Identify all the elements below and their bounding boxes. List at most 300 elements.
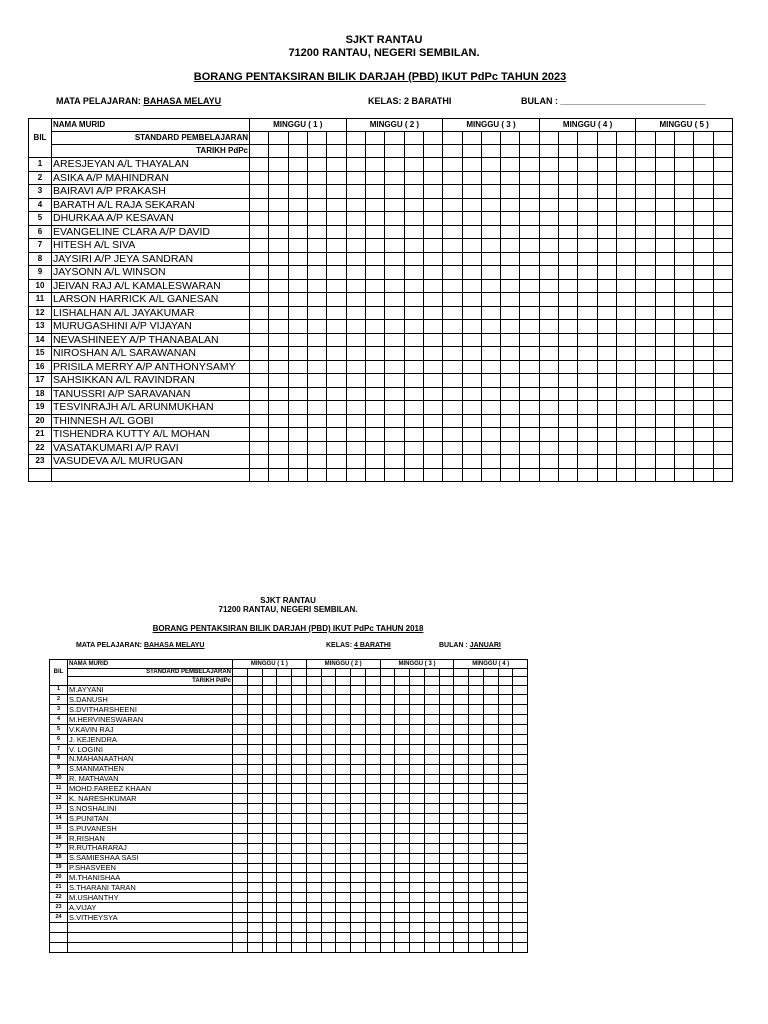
assessment-cell[interactable] xyxy=(307,212,326,226)
assessment-cell[interactable] xyxy=(520,360,539,374)
assessment-cell[interactable] xyxy=(617,185,636,199)
assessment-cell[interactable] xyxy=(462,441,481,455)
assessment-cell[interactable] xyxy=(424,715,439,725)
assessment-cell[interactable] xyxy=(288,374,307,388)
assessment-cell[interactable] xyxy=(513,912,528,922)
assessment-cell[interactable] xyxy=(410,764,425,774)
assessment-cell[interactable] xyxy=(520,401,539,415)
assessment-cell[interactable] xyxy=(675,320,694,334)
assessment-cell[interactable] xyxy=(498,833,513,843)
assessment-cell[interactable] xyxy=(481,158,500,172)
date-cell[interactable] xyxy=(306,677,321,686)
assessment-cell[interactable] xyxy=(655,468,674,482)
assessment-cell[interactable] xyxy=(292,893,307,903)
assessment-cell[interactable] xyxy=(262,744,277,754)
assessment-cell[interactable] xyxy=(655,239,674,253)
assessment-cell[interactable] xyxy=(269,158,288,172)
assessment-cell[interactable] xyxy=(423,441,442,455)
assessment-cell[interactable] xyxy=(380,715,395,725)
assessment-cell[interactable] xyxy=(498,893,513,903)
assessment-cell[interactable] xyxy=(539,158,558,172)
assessment-cell[interactable] xyxy=(483,705,498,715)
date-cell[interactable] xyxy=(675,145,694,158)
assessment-cell[interactable] xyxy=(327,171,346,185)
assessment-cell[interactable] xyxy=(513,784,528,794)
date-cell[interactable] xyxy=(559,132,578,145)
assessment-cell[interactable] xyxy=(395,863,410,873)
assessment-cell[interactable] xyxy=(539,387,558,401)
assessment-cell[interactable] xyxy=(307,468,326,482)
assessment-cell[interactable] xyxy=(454,715,469,725)
date-cell[interactable] xyxy=(262,677,277,686)
assessment-cell[interactable] xyxy=(365,212,384,226)
assessment-cell[interactable] xyxy=(288,387,307,401)
assessment-cell[interactable] xyxy=(269,387,288,401)
assessment-cell[interactable] xyxy=(694,293,713,307)
assessment-cell[interactable] xyxy=(250,414,269,428)
assessment-cell[interactable] xyxy=(520,455,539,469)
assessment-cell[interactable] xyxy=(559,347,578,361)
assessment-cell[interactable] xyxy=(351,695,366,705)
assessment-cell[interactable] xyxy=(423,239,442,253)
assessment-cell[interactable] xyxy=(247,804,262,814)
assessment-cell[interactable] xyxy=(380,823,395,833)
assessment-cell[interactable] xyxy=(578,212,597,226)
assessment-cell[interactable] xyxy=(559,252,578,266)
assessment-cell[interactable] xyxy=(675,468,694,482)
assessment-cell[interactable] xyxy=(483,784,498,794)
assessment-cell[interactable] xyxy=(539,266,558,280)
assessment-cell[interactable] xyxy=(617,428,636,442)
assessment-cell[interactable] xyxy=(327,158,346,172)
date-cell[interactable] xyxy=(423,132,442,145)
assessment-cell[interactable] xyxy=(675,252,694,266)
assessment-cell[interactable] xyxy=(655,441,674,455)
assessment-cell[interactable] xyxy=(250,428,269,442)
assessment-cell[interactable] xyxy=(578,185,597,199)
assessment-cell[interactable] xyxy=(288,441,307,455)
date-cell[interactable] xyxy=(713,132,732,145)
assessment-cell[interactable] xyxy=(520,306,539,320)
assessment-cell[interactable] xyxy=(424,863,439,873)
assessment-cell[interactable] xyxy=(713,252,732,266)
assessment-cell[interactable] xyxy=(321,734,336,744)
date-cell[interactable] xyxy=(597,145,616,158)
assessment-cell[interactable] xyxy=(336,725,351,735)
assessment-cell[interactable] xyxy=(655,428,674,442)
assessment-cell[interactable] xyxy=(559,333,578,347)
assessment-cell[interactable] xyxy=(365,764,380,774)
assessment-cell[interactable] xyxy=(578,293,597,307)
assessment-cell[interactable] xyxy=(365,863,380,873)
date-cell[interactable] xyxy=(336,668,351,677)
assessment-cell[interactable] xyxy=(481,185,500,199)
assessment-cell[interactable] xyxy=(292,764,307,774)
assessment-cell[interactable] xyxy=(277,764,292,774)
assessment-cell[interactable] xyxy=(306,685,321,695)
assessment-cell[interactable] xyxy=(262,853,277,863)
assessment-cell[interactable] xyxy=(655,185,674,199)
assessment-cell[interactable] xyxy=(469,922,484,932)
assessment-cell[interactable] xyxy=(380,744,395,754)
assessment-cell[interactable] xyxy=(380,912,395,922)
assessment-cell[interactable] xyxy=(380,853,395,863)
assessment-cell[interactable] xyxy=(306,715,321,725)
assessment-cell[interactable] xyxy=(501,320,520,334)
assessment-cell[interactable] xyxy=(520,414,539,428)
assessment-cell[interactable] xyxy=(327,198,346,212)
assessment-cell[interactable] xyxy=(713,360,732,374)
assessment-cell[interactable] xyxy=(327,306,346,320)
assessment-cell[interactable] xyxy=(365,401,384,415)
assessment-cell[interactable] xyxy=(694,414,713,428)
assessment-cell[interactable] xyxy=(694,225,713,239)
assessment-cell[interactable] xyxy=(655,225,674,239)
assessment-cell[interactable] xyxy=(307,171,326,185)
assessment-cell[interactable] xyxy=(307,441,326,455)
assessment-cell[interactable] xyxy=(481,360,500,374)
assessment-cell[interactable] xyxy=(380,814,395,824)
assessment-cell[interactable] xyxy=(336,764,351,774)
assessment-cell[interactable] xyxy=(262,883,277,893)
date-cell[interactable] xyxy=(559,145,578,158)
assessment-cell[interactable] xyxy=(617,401,636,415)
assessment-cell[interactable] xyxy=(423,212,442,226)
assessment-cell[interactable] xyxy=(365,705,380,715)
assessment-cell[interactable] xyxy=(307,374,326,388)
assessment-cell[interactable] xyxy=(501,387,520,401)
assessment-cell[interactable] xyxy=(578,468,597,482)
assessment-cell[interactable] xyxy=(380,804,395,814)
assessment-cell[interactable] xyxy=(578,401,597,415)
assessment-cell[interactable] xyxy=(462,414,481,428)
assessment-cell[interactable] xyxy=(327,212,346,226)
date-cell[interactable] xyxy=(501,145,520,158)
assessment-cell[interactable] xyxy=(424,893,439,903)
assessment-cell[interactable] xyxy=(321,893,336,903)
assessment-cell[interactable] xyxy=(365,333,384,347)
assessment-cell[interactable] xyxy=(247,744,262,754)
assessment-cell[interactable] xyxy=(713,293,732,307)
assessment-cell[interactable] xyxy=(443,347,462,361)
assessment-cell[interactable] xyxy=(346,266,365,280)
assessment-cell[interactable] xyxy=(288,306,307,320)
assessment-cell[interactable] xyxy=(321,843,336,853)
assessment-cell[interactable] xyxy=(655,374,674,388)
assessment-cell[interactable] xyxy=(404,441,423,455)
assessment-cell[interactable] xyxy=(365,883,380,893)
date-cell[interactable] xyxy=(454,677,469,686)
assessment-cell[interactable] xyxy=(336,823,351,833)
assessment-cell[interactable] xyxy=(443,401,462,415)
assessment-cell[interactable] xyxy=(469,734,484,744)
assessment-cell[interactable] xyxy=(539,333,558,347)
assessment-cell[interactable] xyxy=(385,279,404,293)
assessment-cell[interactable] xyxy=(636,455,655,469)
assessment-cell[interactable] xyxy=(351,754,366,764)
assessment-cell[interactable] xyxy=(513,754,528,764)
assessment-cell[interactable] xyxy=(469,893,484,903)
assessment-cell[interactable] xyxy=(250,266,269,280)
assessment-cell[interactable] xyxy=(277,893,292,903)
assessment-cell[interactable] xyxy=(539,455,558,469)
assessment-cell[interactable] xyxy=(365,225,384,239)
assessment-cell[interactable] xyxy=(292,912,307,922)
assessment-cell[interactable] xyxy=(250,239,269,253)
assessment-cell[interactable] xyxy=(694,347,713,361)
assessment-cell[interactable] xyxy=(365,441,384,455)
assessment-cell[interactable] xyxy=(247,932,262,942)
date-cell[interactable] xyxy=(277,677,292,686)
assessment-cell[interactable] xyxy=(520,387,539,401)
date-cell[interactable] xyxy=(351,677,366,686)
assessment-cell[interactable] xyxy=(578,333,597,347)
assessment-cell[interactable] xyxy=(321,912,336,922)
assessment-cell[interactable] xyxy=(481,293,500,307)
date-cell[interactable] xyxy=(410,668,425,677)
assessment-cell[interactable] xyxy=(250,387,269,401)
assessment-cell[interactable] xyxy=(380,903,395,913)
assessment-cell[interactable] xyxy=(321,695,336,705)
assessment-cell[interactable] xyxy=(713,347,732,361)
date-cell[interactable] xyxy=(410,677,425,686)
assessment-cell[interactable] xyxy=(365,306,384,320)
assessment-cell[interactable] xyxy=(483,893,498,903)
assessment-cell[interactable] xyxy=(277,685,292,695)
assessment-cell[interactable] xyxy=(483,764,498,774)
assessment-cell[interactable] xyxy=(385,158,404,172)
assessment-cell[interactable] xyxy=(483,774,498,784)
assessment-cell[interactable] xyxy=(513,705,528,715)
assessment-cell[interactable] xyxy=(410,794,425,804)
assessment-cell[interactable] xyxy=(469,705,484,715)
date-cell[interactable] xyxy=(365,668,380,677)
assessment-cell[interactable] xyxy=(501,266,520,280)
assessment-cell[interactable] xyxy=(597,171,616,185)
assessment-cell[interactable] xyxy=(513,873,528,883)
assessment-cell[interactable] xyxy=(277,942,292,952)
assessment-cell[interactable] xyxy=(424,843,439,853)
assessment-cell[interactable] xyxy=(410,823,425,833)
assessment-cell[interactable] xyxy=(233,685,248,695)
assessment-cell[interactable] xyxy=(395,843,410,853)
assessment-cell[interactable] xyxy=(351,903,366,913)
assessment-cell[interactable] xyxy=(520,320,539,334)
assessment-cell[interactable] xyxy=(675,279,694,293)
assessment-cell[interactable] xyxy=(233,734,248,744)
assessment-cell[interactable] xyxy=(597,293,616,307)
assessment-cell[interactable] xyxy=(380,695,395,705)
assessment-cell[interactable] xyxy=(327,414,346,428)
assessment-cell[interactable] xyxy=(288,185,307,199)
assessment-cell[interactable] xyxy=(395,744,410,754)
assessment-cell[interactable] xyxy=(410,715,425,725)
assessment-cell[interactable] xyxy=(307,333,326,347)
assessment-cell[interactable] xyxy=(404,414,423,428)
assessment-cell[interactable] xyxy=(351,853,366,863)
assessment-cell[interactable] xyxy=(483,922,498,932)
assessment-cell[interactable] xyxy=(346,185,365,199)
assessment-cell[interactable] xyxy=(713,171,732,185)
assessment-cell[interactable] xyxy=(713,468,732,482)
assessment-cell[interactable] xyxy=(410,685,425,695)
assessment-cell[interactable] xyxy=(694,279,713,293)
assessment-cell[interactable] xyxy=(233,922,248,932)
assessment-cell[interactable] xyxy=(336,843,351,853)
assessment-cell[interactable] xyxy=(250,455,269,469)
assessment-cell[interactable] xyxy=(439,823,454,833)
assessment-cell[interactable] xyxy=(269,171,288,185)
date-cell[interactable] xyxy=(617,145,636,158)
assessment-cell[interactable] xyxy=(269,293,288,307)
assessment-cell[interactable] xyxy=(336,942,351,952)
assessment-cell[interactable] xyxy=(423,360,442,374)
assessment-cell[interactable] xyxy=(520,171,539,185)
assessment-cell[interactable] xyxy=(481,333,500,347)
date-cell[interactable] xyxy=(250,145,269,158)
date-cell[interactable] xyxy=(424,668,439,677)
assessment-cell[interactable] xyxy=(365,455,384,469)
assessment-cell[interactable] xyxy=(462,306,481,320)
assessment-cell[interactable] xyxy=(385,333,404,347)
assessment-cell[interactable] xyxy=(346,333,365,347)
assessment-cell[interactable] xyxy=(292,754,307,764)
assessment-cell[interactable] xyxy=(321,932,336,942)
assessment-cell[interactable] xyxy=(385,401,404,415)
assessment-cell[interactable] xyxy=(462,468,481,482)
assessment-cell[interactable] xyxy=(269,468,288,482)
assessment-cell[interactable] xyxy=(498,823,513,833)
assessment-cell[interactable] xyxy=(336,863,351,873)
assessment-cell[interactable] xyxy=(365,873,380,883)
assessment-cell[interactable] xyxy=(481,441,500,455)
assessment-cell[interactable] xyxy=(277,744,292,754)
assessment-cell[interactable] xyxy=(462,171,481,185)
assessment-cell[interactable] xyxy=(380,754,395,764)
assessment-cell[interactable] xyxy=(424,744,439,754)
assessment-cell[interactable] xyxy=(336,754,351,764)
assessment-cell[interactable] xyxy=(559,279,578,293)
assessment-cell[interactable] xyxy=(694,198,713,212)
assessment-cell[interactable] xyxy=(423,374,442,388)
assessment-cell[interactable] xyxy=(578,455,597,469)
assessment-cell[interactable] xyxy=(365,414,384,428)
assessment-cell[interactable] xyxy=(233,883,248,893)
assessment-cell[interactable] xyxy=(462,279,481,293)
assessment-cell[interactable] xyxy=(501,239,520,253)
assessment-cell[interactable] xyxy=(380,873,395,883)
assessment-cell[interactable] xyxy=(410,922,425,932)
assessment-cell[interactable] xyxy=(288,158,307,172)
assessment-cell[interactable] xyxy=(454,764,469,774)
assessment-cell[interactable] xyxy=(351,774,366,784)
assessment-cell[interactable] xyxy=(327,293,346,307)
date-cell[interactable] xyxy=(655,132,674,145)
assessment-cell[interactable] xyxy=(277,814,292,824)
assessment-cell[interactable] xyxy=(483,833,498,843)
assessment-cell[interactable] xyxy=(439,833,454,843)
assessment-cell[interactable] xyxy=(247,942,262,952)
assessment-cell[interactable] xyxy=(513,942,528,952)
assessment-cell[interactable] xyxy=(365,794,380,804)
assessment-cell[interactable] xyxy=(321,863,336,873)
assessment-cell[interactable] xyxy=(636,171,655,185)
assessment-cell[interactable] xyxy=(617,252,636,266)
assessment-cell[interactable] xyxy=(481,401,500,415)
assessment-cell[interactable] xyxy=(439,695,454,705)
date-cell[interactable] xyxy=(288,145,307,158)
assessment-cell[interactable] xyxy=(439,942,454,952)
assessment-cell[interactable] xyxy=(395,794,410,804)
assessment-cell[interactable] xyxy=(306,873,321,883)
assessment-cell[interactable] xyxy=(351,912,366,922)
assessment-cell[interactable] xyxy=(469,883,484,893)
assessment-cell[interactable] xyxy=(424,774,439,784)
assessment-cell[interactable] xyxy=(443,212,462,226)
assessment-cell[interactable] xyxy=(636,266,655,280)
assessment-cell[interactable] xyxy=(498,942,513,952)
assessment-cell[interactable] xyxy=(462,320,481,334)
assessment-cell[interactable] xyxy=(439,922,454,932)
assessment-cell[interactable] xyxy=(269,414,288,428)
assessment-cell[interactable] xyxy=(454,774,469,784)
assessment-cell[interactable] xyxy=(404,266,423,280)
assessment-cell[interactable] xyxy=(501,333,520,347)
assessment-cell[interactable] xyxy=(395,734,410,744)
assessment-cell[interactable] xyxy=(439,705,454,715)
assessment-cell[interactable] xyxy=(439,804,454,814)
assessment-cell[interactable] xyxy=(520,347,539,361)
assessment-cell[interactable] xyxy=(713,225,732,239)
assessment-cell[interactable] xyxy=(501,306,520,320)
assessment-cell[interactable] xyxy=(277,784,292,794)
date-cell[interactable] xyxy=(501,132,520,145)
assessment-cell[interactable] xyxy=(513,823,528,833)
assessment-cell[interactable] xyxy=(365,252,384,266)
assessment-cell[interactable] xyxy=(385,212,404,226)
assessment-cell[interactable] xyxy=(404,252,423,266)
assessment-cell[interactable] xyxy=(483,883,498,893)
assessment-cell[interactable] xyxy=(321,764,336,774)
assessment-cell[interactable] xyxy=(385,252,404,266)
assessment-cell[interactable] xyxy=(636,374,655,388)
assessment-cell[interactable] xyxy=(288,468,307,482)
assessment-cell[interactable] xyxy=(498,685,513,695)
assessment-cell[interactable] xyxy=(336,734,351,744)
date-cell[interactable] xyxy=(498,668,513,677)
assessment-cell[interactable] xyxy=(288,198,307,212)
assessment-cell[interactable] xyxy=(501,401,520,415)
assessment-cell[interactable] xyxy=(559,374,578,388)
assessment-cell[interactable] xyxy=(597,414,616,428)
assessment-cell[interactable] xyxy=(336,705,351,715)
assessment-cell[interactable] xyxy=(423,414,442,428)
assessment-cell[interactable] xyxy=(365,468,384,482)
assessment-cell[interactable] xyxy=(307,306,326,320)
assessment-cell[interactable] xyxy=(513,744,528,754)
assessment-cell[interactable] xyxy=(233,695,248,705)
assessment-cell[interactable] xyxy=(423,185,442,199)
date-cell[interactable] xyxy=(404,132,423,145)
assessment-cell[interactable] xyxy=(539,239,558,253)
assessment-cell[interactable] xyxy=(250,171,269,185)
assessment-cell[interactable] xyxy=(617,387,636,401)
assessment-cell[interactable] xyxy=(336,715,351,725)
assessment-cell[interactable] xyxy=(694,171,713,185)
assessment-cell[interactable] xyxy=(247,843,262,853)
assessment-cell[interactable] xyxy=(513,725,528,735)
assessment-cell[interactable] xyxy=(559,414,578,428)
